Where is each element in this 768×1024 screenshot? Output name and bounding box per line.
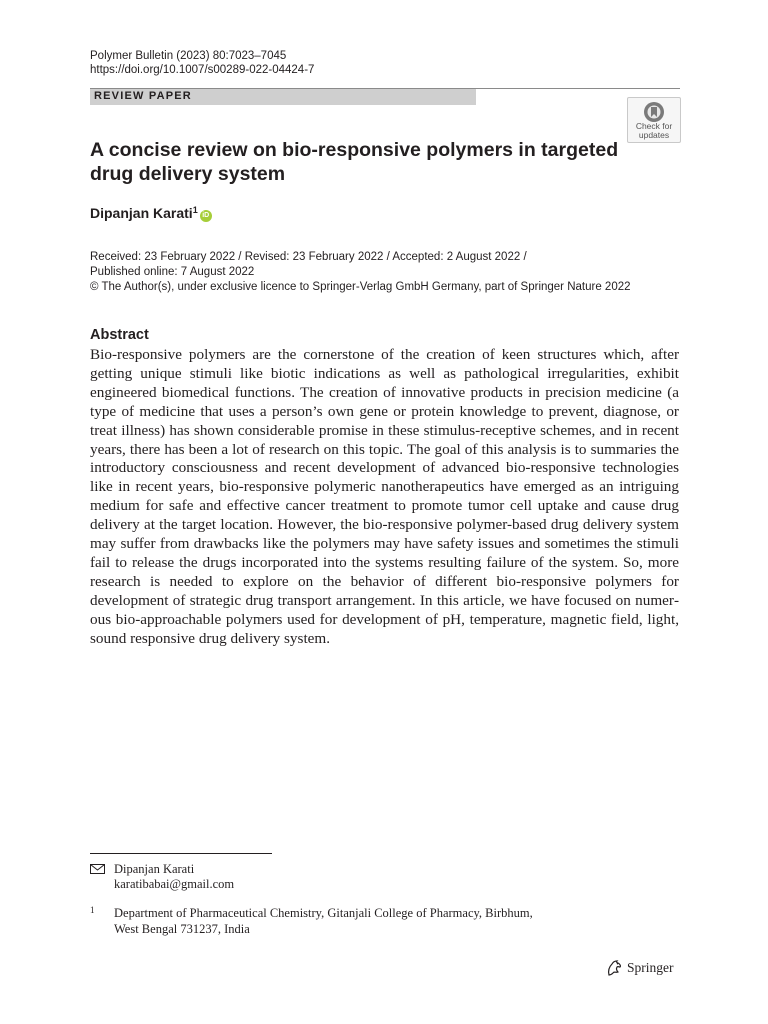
affiliation-mark: 1 xyxy=(192,205,198,215)
abstract-text: Bio-responsive polymers are the cornerstone of the creation of keen structures which, after getting unique stimuli like biotic indications as well as pathological irregularities, exhibit engineered biomedical functions. The creation of innovative products in precision medicine (a type of medicine that uses a person’s own gene or protein knowledge to prevent, diagnose, or treat illness) has shown considerable promise in these stimulus-receptive schemes, and in recent years, there has been a lot of research on this topic. The goal of this analysis is to summaries the introductory consciousness and recent development of advanced bio-responsive technologies like in recent years, bio-responsive polymeric nanotherapeutics have emerged as an intriguing medium for safe and effective cancer treatment to promote tumor cell uptake and cause drug delivery at the target location. However, the bio-responsive polymer-based drug delivery system may suffer from drawbacks like the polymers may have safety issues and sometimes the stimuli fail to release the drugs incorporated into the systems resulting failure of the system. So, more research is needed to explore on the behavior of different bio-responsive polymers for development of strategic drug transport arrangement. In this article, we have focused on numerous bio-approachable polymers used for development of pH, temperature, magnetic field, light, sound responsive drug delivery system. xyxy=(90,346,679,647)
springer-horse-icon xyxy=(605,959,623,977)
corresponding-author-name: Dipanjan Karati xyxy=(114,862,195,876)
affiliation-number: 1 xyxy=(90,905,95,915)
abstract-heading: Abstract xyxy=(90,327,149,343)
publisher-logo xyxy=(605,958,674,978)
affiliation-line-2: West Bengal 731237, India xyxy=(114,922,250,936)
footnote-rule xyxy=(90,853,272,854)
publisher-name: Springer xyxy=(627,960,674,975)
corresponding-author-email[interactable]: karatibabai@gmail.com xyxy=(114,877,235,891)
publication-dates xyxy=(90,250,690,295)
check-updates-icon xyxy=(643,101,665,123)
orcid-icon[interactable]: iD xyxy=(200,210,212,222)
affiliation-text xyxy=(114,905,614,937)
envelope-icon xyxy=(90,864,105,874)
check-updates-text: Check for updates xyxy=(635,121,673,140)
journal-reference: Polymer Bulletin (2023) 80:7023–7045 xyxy=(90,50,287,62)
article-title: A concise review on bio-responsive polymers in targeted drug delivery system xyxy=(90,139,619,185)
affiliation-line-1: Department of Pharmaceutical Chemistry, Gitanjali College of Pharmacy, Birbhum, xyxy=(114,906,533,920)
dates-line-2: Published online: 7 August 2022 xyxy=(90,266,255,278)
author-line xyxy=(90,205,212,222)
dates-line-1: Received: 23 February 2022 / Revised: 23 February 2022 / Accepted: 2 August 2022 / xyxy=(90,251,527,263)
copyright-line: © The Author(s), under exclusive licence to Springer-Verlag GmbH Germany, part of Springer Nature 2022 xyxy=(90,281,631,293)
check-for-updates-badge[interactable] xyxy=(627,97,681,143)
doi-link[interactable]: https://doi.org/10.1007/s00289-022-04424-7 xyxy=(90,64,315,76)
article-type-banner xyxy=(90,89,476,105)
article-type-label: REVIEW PAPER xyxy=(94,90,192,102)
author-name[interactable]: Dipanjan Karati xyxy=(90,205,193,221)
